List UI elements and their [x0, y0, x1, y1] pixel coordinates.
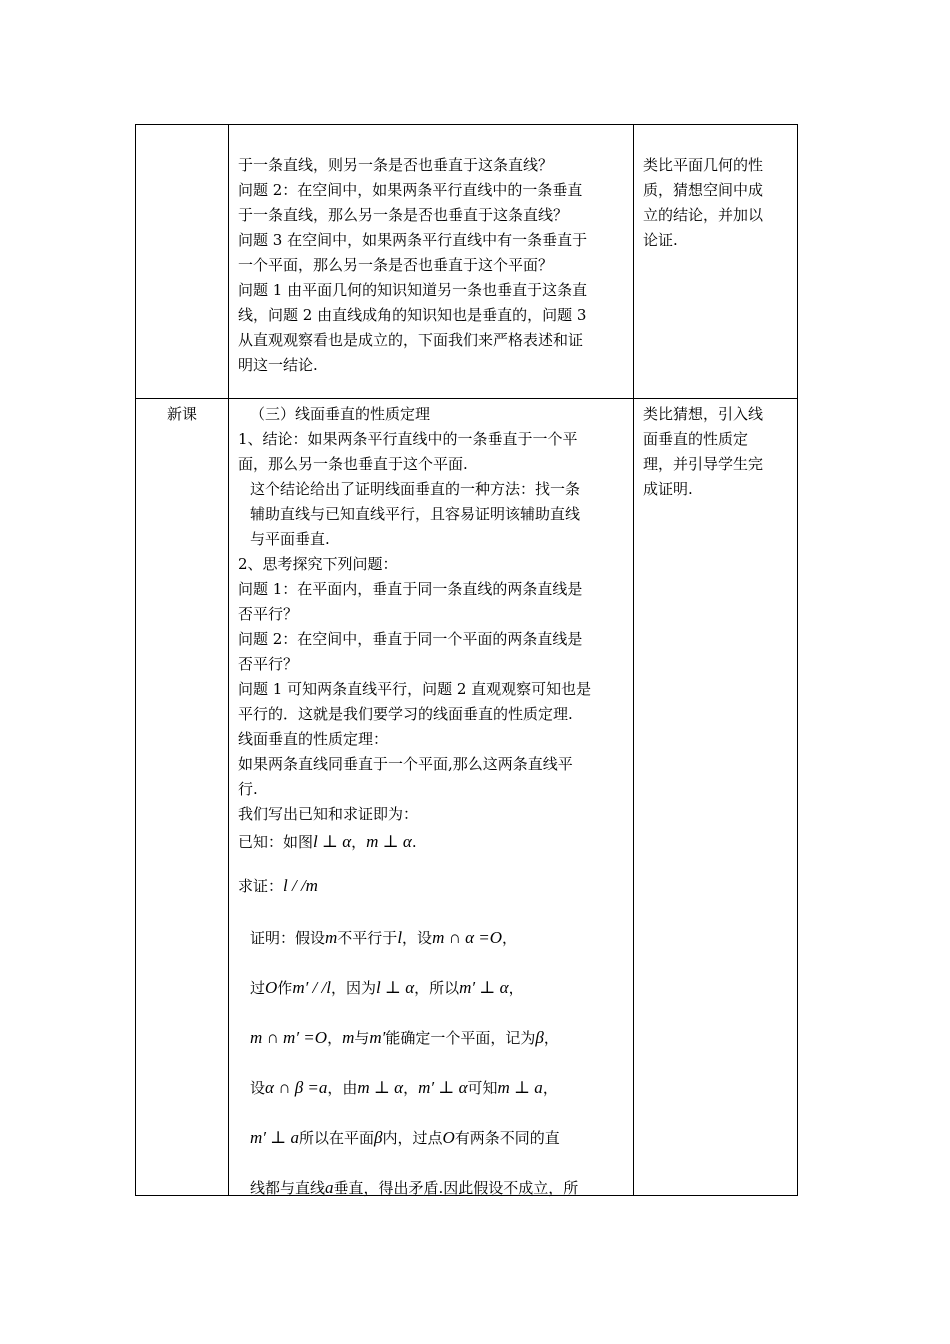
- column-divider-1: [228, 125, 229, 1195]
- proof-text: 能确定一个平面，记为: [385, 1029, 536, 1047]
- math-expression: α ∩ β =a: [265, 1078, 328, 1097]
- proof-text: 证明：假设: [250, 929, 326, 947]
- text-line: 我们写出已知和求证即为：: [238, 805, 419, 823]
- proof-text: 内，过点: [382, 1129, 443, 1147]
- proof-text: 与: [354, 1029, 370, 1047]
- note-line: 理，并引导学生完: [643, 455, 764, 473]
- text-line: 否平行？: [238, 655, 299, 673]
- math-expression: m ∩ m′ =O: [250, 1028, 328, 1047]
- proof-line-3: [238, 1013, 630, 1063]
- math-expression: m ⊥ a: [497, 1078, 543, 1097]
- proof-text: ，: [508, 979, 524, 997]
- proof-text: 线都与直线: [250, 1179, 326, 1197]
- proof-text: 所以在平面: [298, 1129, 374, 1147]
- proof-text: ，由: [327, 1079, 358, 1097]
- proof-text: 设: [250, 1079, 266, 1097]
- lesson-table: [135, 124, 798, 1196]
- text-line: 行.: [238, 780, 258, 798]
- proof-text: ，因为: [330, 979, 376, 997]
- section-heading: （三）线面垂直的性质定理: [250, 405, 431, 423]
- note-line: 成证明.: [643, 480, 693, 498]
- math-expression: m′ ⊥ α: [418, 1078, 468, 1097]
- math-expression: m′ ⊥ α: [459, 978, 509, 997]
- proof-text: ，: [327, 1029, 343, 1047]
- row2-main-cell: [238, 402, 630, 1213]
- text-line: 否平行？: [238, 605, 299, 623]
- math-expression: a: [325, 1178, 334, 1197]
- text-line: 如果两条直线同垂直于一个平面,那么这两条直线平: [238, 755, 573, 773]
- row1-note-cell: [643, 153, 793, 253]
- note-line: 论证.: [643, 231, 678, 249]
- period: .: [411, 833, 417, 851]
- text-line: 面，那么另一条也垂直于这个平面.: [238, 455, 468, 473]
- math-expression: m′ ⊥ a: [250, 1128, 299, 1147]
- proof-text: ，: [502, 929, 518, 947]
- text-line: 于一条直线，则另一条是否也垂直于这条直线？: [238, 156, 554, 174]
- text-line: 这个结论给出了证明线面垂直的一种方法：找一条: [250, 480, 581, 498]
- proof-text: ，: [403, 1079, 419, 1097]
- proof-text: 不平行于: [337, 929, 398, 947]
- math-expression: m: [342, 1028, 355, 1047]
- prove-line: [238, 871, 630, 901]
- proof-line-2: [238, 963, 630, 1013]
- row2-label-cell: [136, 402, 228, 427]
- given-line: [238, 827, 630, 857]
- note-line: 类比猜想，引入线: [643, 405, 764, 423]
- column-divider-2: [633, 125, 634, 1195]
- proof-line-1: [238, 913, 630, 963]
- proof-text: 过: [250, 979, 266, 997]
- math-expression: m′ / /l: [292, 978, 331, 997]
- proof-text: ，所以: [414, 979, 460, 997]
- row2-note-cell: [643, 402, 793, 502]
- note-line: 面垂直的性质定: [643, 430, 749, 448]
- text-line: 平行的．这就是我们要学习的线面垂直的性质定理.: [238, 705, 573, 723]
- note-line: 立的结论，并加以: [643, 206, 764, 224]
- proof-text: ，: [542, 1079, 558, 1097]
- math-expression: m′: [369, 1028, 386, 1047]
- section-label: 新课: [166, 405, 197, 423]
- math-expression: β: [374, 1128, 383, 1147]
- math-expression: m ⊥ α: [366, 832, 412, 851]
- text-line: 于一条直线，那么另一条是否也垂直于这条直线？: [238, 206, 569, 224]
- text-line: 辅助直线与已知直线平行，且容易证明该辅助直线: [250, 505, 581, 523]
- text-line: 从直观观察看也是成立的，下面我们来严格表述和证: [238, 331, 584, 349]
- math-expression: β: [535, 1028, 544, 1047]
- proof-text: 有两条不同的直: [454, 1129, 560, 1147]
- text-line: 1、结论：如果两条平行直线中的一条垂直于一个平: [238, 430, 578, 448]
- proof-line-6: [238, 1163, 630, 1213]
- math-expression: O: [442, 1128, 455, 1147]
- math-expression: l ⊥ α: [376, 978, 415, 997]
- text-line: 明这一结论.: [238, 356, 318, 374]
- text-line: 问题 3 在空间中，如果两条平行直线中有一条垂直于: [238, 231, 588, 249]
- text-line: 2、思考探究下列问题：: [238, 555, 398, 573]
- text-line: 与平面垂直.: [250, 530, 330, 548]
- math-expression: l: [397, 928, 403, 947]
- note-line: 类比平面几何的性: [643, 156, 764, 174]
- proof-text: 可知: [467, 1079, 498, 1097]
- proof-text: 垂直，得出矛盾.因此假设不成立，所: [333, 1179, 579, 1197]
- proof-line-5: [238, 1113, 630, 1163]
- prove-prefix: 求证：: [238, 877, 284, 895]
- math-expression: l ⊥ α: [313, 832, 352, 851]
- text-line: 线面垂直的性质定理：: [238, 730, 389, 748]
- text-line: 一个平面，那么另一条是否也垂直于这个平面？: [238, 256, 554, 274]
- text-line: 问题 1 由平面几何的知识知道另一条也垂直于这条直: [238, 281, 588, 299]
- text-line: 问题 2：在空间中，如果两条平行直线中的一条垂直: [238, 181, 583, 199]
- math-expression: m ⊥ α: [357, 1078, 404, 1097]
- proof-text: ，设: [402, 929, 433, 947]
- text-line: 问题 1：在平面内，垂直于同一条直线的两条直线是: [238, 580, 583, 598]
- text-line: 问题 2：在空间中，垂直于同一个平面的两条直线是: [238, 630, 583, 648]
- row1-main-cell: [238, 153, 628, 378]
- given-prefix: 已知：如图: [238, 833, 314, 851]
- separator: ，: [351, 833, 367, 851]
- proof-text: ，: [543, 1029, 559, 1047]
- row-divider: [136, 398, 797, 399]
- math-expression: l / /m: [283, 876, 318, 895]
- math-expression: O: [265, 978, 278, 997]
- proof-line-4: [238, 1063, 630, 1113]
- math-expression: m: [325, 928, 338, 947]
- text-line: 问题 1 可知两条直线平行，问题 2 直观观察可知也是: [238, 680, 592, 698]
- text-line: 线，问题 2 由直线成角的知识知也是垂直的，问题 3: [238, 306, 587, 324]
- proof-text: 作: [277, 979, 293, 997]
- note-line: 质，猜想空间中成: [643, 181, 764, 199]
- math-expression: m ∩ α =O: [432, 928, 503, 947]
